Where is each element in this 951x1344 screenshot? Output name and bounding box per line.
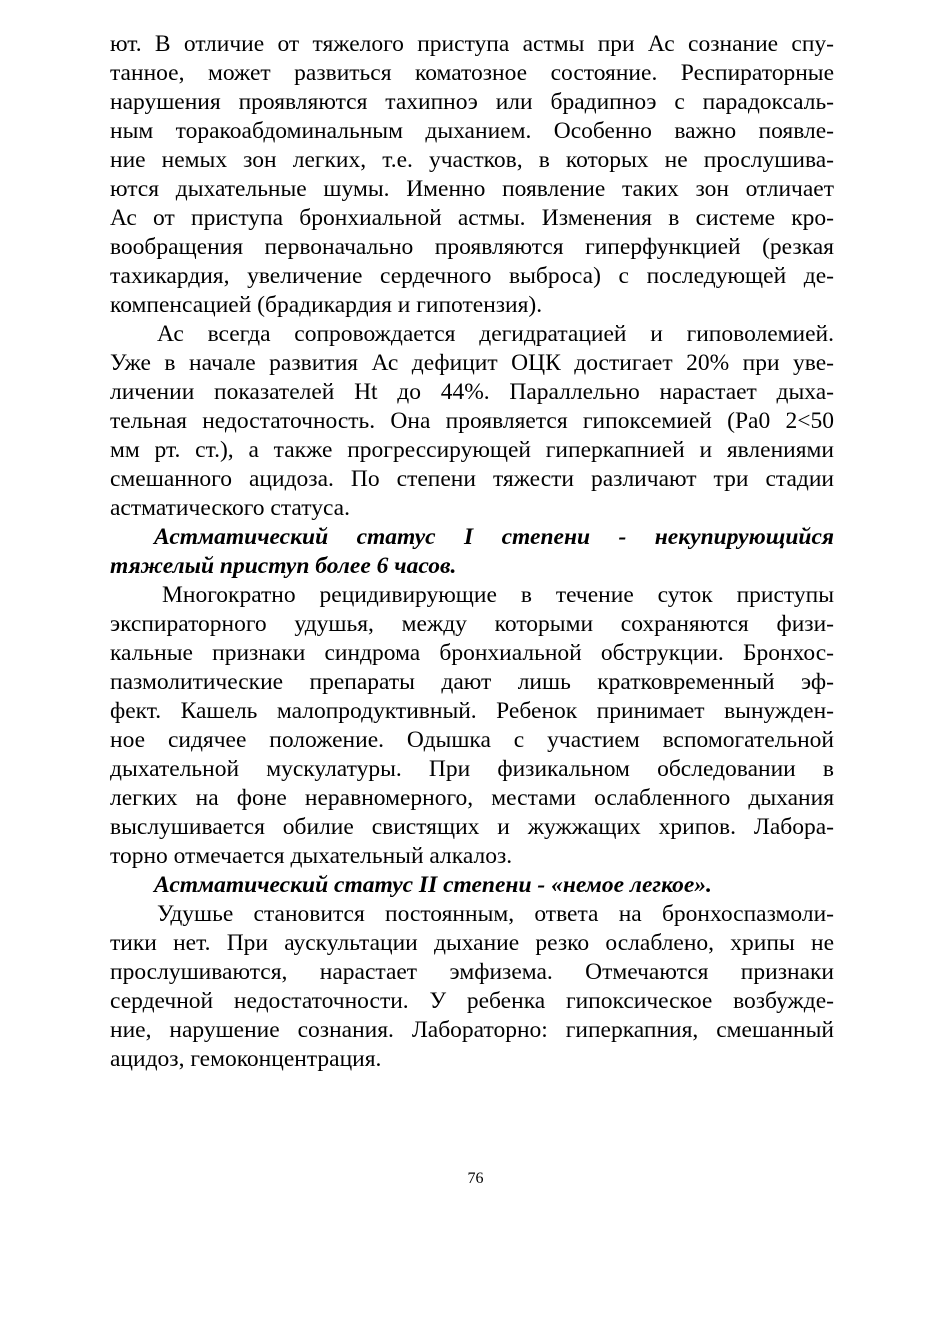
text-line: астматического статуса. [110, 495, 350, 521]
text-line: смешанного ацидоза. По степени тяжести различают три стадии [110, 466, 834, 492]
section-heading-stage-1 [110, 523, 834, 581]
text-line: прослушиваются, нарастает эмфизема. Отмечаются признаки [110, 959, 834, 985]
text-line: Уже в начале развития Ас дефицит ОЦК достигает 20% при уве- [110, 350, 834, 376]
text-line: ацидоз, гемоконцентрация. [110, 1046, 382, 1072]
paragraph-respiratory-disorders [110, 30, 834, 320]
text-line: ются дыхательные шумы. Именно появление таких зон отличает [110, 176, 834, 202]
text-line: Ас от приступа бронхиальной астмы. Изменения в системе кро- [110, 205, 834, 231]
text-line: Ас всегда сопровождается дегидратацией и гиповолемией. [157, 321, 834, 347]
text-line: нарушения проявляются тахипноэ или брадипноэ с парадоксаль- [110, 89, 834, 115]
text-line: Удушье становится постоянным, ответа на бронхоспазмоли- [157, 901, 834, 927]
section-heading-stage-2 [110, 871, 834, 900]
text-line: вообращения первоначально проявляются гиперфункцией (резкая [110, 234, 834, 260]
text-line: мм рт. ст.), а также прогрессирующей гиперкапнией и явлениями [110, 437, 834, 463]
heading-line: Астматический статус II степени - «немое легкое». [154, 872, 712, 898]
text-line: выслушивается обилие свистящих и жужжащих хрипов. Лабора- [110, 814, 834, 840]
text-line: Многократно рецидивирующие в течение суток приступы [162, 582, 834, 608]
text-line: экспираторного удушья, между которыми сохраняются физи- [110, 611, 834, 637]
document-page [110, 30, 834, 1074]
text-line: сердечной недостаточности. У ребенка гипоксическое возбужде- [110, 988, 834, 1014]
text-line: ным торакоабдоминальным дыханием. Особенно важно появле- [110, 118, 834, 144]
text-line: ное сидячее положение. Одышка с участием вспомогательной [110, 727, 834, 753]
text-line: ние немых зон легких, т.е. участков, в которых не прослушива- [110, 147, 834, 173]
heading-line: тяжелый приступ более 6 часов. [110, 553, 457, 579]
text-line: торно отмечается дыхательный алкалоз. [110, 843, 513, 869]
paragraph-dehydration [110, 320, 834, 523]
text-line: компенсацией (брадикардия и гипотензия). [110, 292, 543, 318]
text-line: ние, нарушение сознания. Лабораторно: гиперкапния, смешанный [110, 1017, 834, 1043]
text-line: тахикардия, увеличение сердечного выброса) с последующей де- [110, 263, 834, 289]
paragraph-stage-1-description [110, 581, 834, 871]
text-line: танное, может развиться коматозное состояние. Респираторные [110, 60, 834, 86]
page-number: 76 [467, 1170, 484, 1187]
paragraph-stage-2-description [110, 900, 834, 1074]
text-line: пазмолитические препараты дают лишь кратковременный эф- [110, 669, 834, 695]
text-line: тики нет. При аускультации дыхание резко ослаблено, хрипы не [110, 930, 834, 956]
text-line: дыхательной мускулатуры. При физикальном обследовании в [110, 756, 834, 782]
text-line: кальные признаки синдрома бронхиальной обструкции. Бронхос- [110, 640, 834, 666]
text-line: личении показателей Ht до 44%. Параллельно нарастает дыха- [110, 379, 834, 405]
text-line: фект. Кашель малопродуктивный. Ребенок принимает вынужден- [110, 698, 834, 724]
text-line: легких на фоне неравномерного, местами ослабленного дыхания [110, 785, 834, 811]
text-line: ют. В отличие от тяжелого приступа астмы при Ас сознание спу- [110, 31, 834, 57]
heading-line: Астматический статус I степени - некупирующийся [154, 524, 834, 550]
text-line: тельная недостаточность. Она проявляется гипоксемией (Ра0 2<50 [110, 408, 834, 434]
